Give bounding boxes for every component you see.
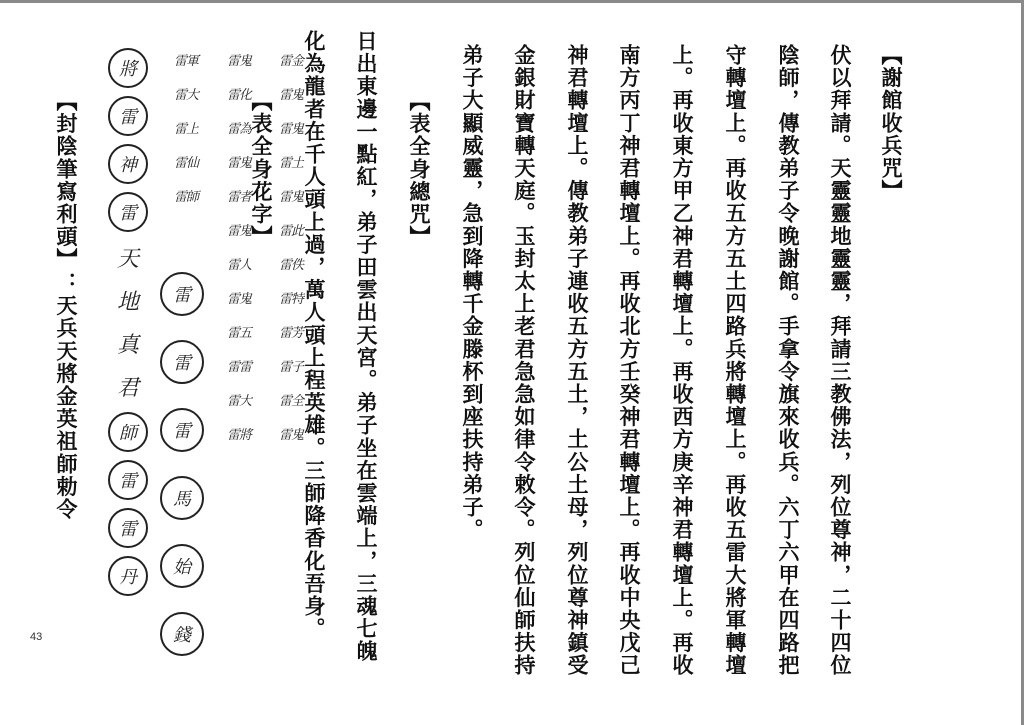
section1-title: 【謝館收兵咒】	[879, 44, 904, 203]
section4-text: ：天兵天將金英祖師勅令	[54, 272, 79, 521]
talisman-glyph: 雷鬼	[226, 291, 251, 307]
talisman-circle-column	[108, 44, 148, 600]
talisman-glyph: 雷此	[278, 223, 303, 239]
section3-title: 【表全身花字】	[249, 90, 274, 249]
talisman-glyph: 雷大	[173, 87, 198, 103]
talisman-glyph: 雷佚	[278, 257, 303, 273]
talisman-circle-glyph: 雷	[160, 408, 204, 452]
section1-line-4: 上。再收東方甲乙神君轉壇上。再收西方庚辛神君轉壇上。再收	[670, 44, 695, 677]
talisman-circle-glyph: 丹	[108, 556, 148, 596]
talisman-glyph: 雷鬼	[226, 223, 251, 239]
talisman-glyph: 雷鬼	[226, 53, 251, 69]
talisman-glyph: 雷芳	[278, 325, 303, 341]
talisman-circle-glyph: 雷	[108, 508, 148, 548]
talisman-glyph: 雷軍	[173, 53, 198, 69]
page-frame-top	[0, 0, 1024, 3]
talisman-column-1	[270, 44, 312, 452]
talisman-glyph: 雷金	[278, 53, 303, 69]
talisman-glyph: 雷人	[226, 257, 251, 273]
talisman-glyph: 雷雷	[226, 359, 251, 375]
talisman-circle-glyph: 神	[108, 144, 148, 184]
talisman-circle-glyph: 雷	[160, 272, 204, 316]
talisman-column-2	[218, 44, 260, 452]
section2-line-1: 日出東邊一點紅，弟子田雲出天宮。弟子坐在雲端上，三魂七魄	[354, 30, 379, 663]
section1-line-2: 陰師，傳教弟子令晚謝館。手拿令旗來收兵。六丁六甲在四路把	[776, 44, 801, 677]
talisman-plain-glyph: 地	[116, 290, 139, 315]
talisman-glyph: 雷土	[278, 155, 303, 171]
talisman-circle-glyph: 始	[160, 544, 204, 588]
talisman-plain-glyph: 天	[116, 247, 139, 272]
section2-title: 【表全身總咒】	[407, 90, 432, 249]
talisman-circle-glyph: 雷	[108, 460, 148, 500]
talisman-glyph: 雷鬼	[278, 121, 303, 137]
talisman-plain-glyph: 真	[116, 333, 139, 358]
talisman-column-3	[165, 44, 207, 214]
talisman-glyph: 雷化	[226, 87, 251, 103]
talisman-glyph: 雷大	[226, 393, 251, 409]
talisman-glyph: 雷為	[226, 121, 251, 137]
talisman-glyph: 雷五	[226, 325, 251, 341]
talisman-glyph: 雷者	[226, 189, 251, 205]
section1-line-5: 南方丙丁神君轉壇上。再收北方壬癸神君轉壇上。再收中央戊己	[617, 44, 642, 677]
talisman-glyph: 雷特	[278, 291, 303, 307]
talisman-circle-glyph: 雷	[108, 192, 148, 232]
talisman-circle-glyph: 將	[108, 48, 148, 88]
talisman-glyph: 雷鬼	[278, 87, 303, 103]
talisman-glyph: 雷子	[278, 359, 303, 375]
page-number: 43	[30, 631, 43, 643]
talisman-plain-glyph: 君	[116, 376, 139, 401]
section1-line-3: 守轉壇上。再收五方五土四路兵將轉壇上。再收五雷大將軍轉壇	[723, 44, 748, 677]
talisman-glyph: 雷鬼	[278, 427, 303, 443]
talisman-glyph: 雷鬼	[226, 155, 251, 171]
talisman-circle-column-2	[160, 260, 204, 668]
talisman-circle-glyph: 錢	[160, 612, 204, 656]
talisman-glyph: 雷將	[226, 427, 251, 443]
section2-line-2: 化為龍者在千人頭上過，萬人頭上程英雄。三師降香化吾身。	[302, 30, 327, 641]
talisman-glyph: 雷上	[173, 121, 198, 137]
talisman-glyph: 雷仙	[173, 155, 198, 171]
talisman-glyph: 雷全	[278, 393, 303, 409]
section1-line-7: 金銀財寶轉天庭。玉封太上老君急急如律令敕令。列位仙師扶持	[512, 44, 537, 677]
talisman-circle-glyph: 雷	[160, 340, 204, 384]
talisman-circle-glyph: 馬	[160, 476, 204, 520]
section1-line-6: 神君轉壇上。傳教弟子連收五方五土，土公土母，列位尊神鎮受	[565, 44, 590, 677]
talisman-circle-glyph: 雷	[108, 96, 148, 136]
talisman-glyph: 雷鬼	[278, 189, 303, 205]
talisman-circle-glyph: 師	[108, 412, 148, 452]
section1-line-1: 伏以拜請。天靈靈地靈靈，拜請三教佛法，列位尊神，二十四位	[828, 44, 853, 677]
section1-line-8: 弟子大顯威靈，急到降轉千金滕杯到座扶持弟子。	[460, 44, 485, 542]
section4-title: 【封陰筆寫利頭】	[54, 90, 79, 271]
talisman-glyph: 雷師	[173, 189, 198, 205]
